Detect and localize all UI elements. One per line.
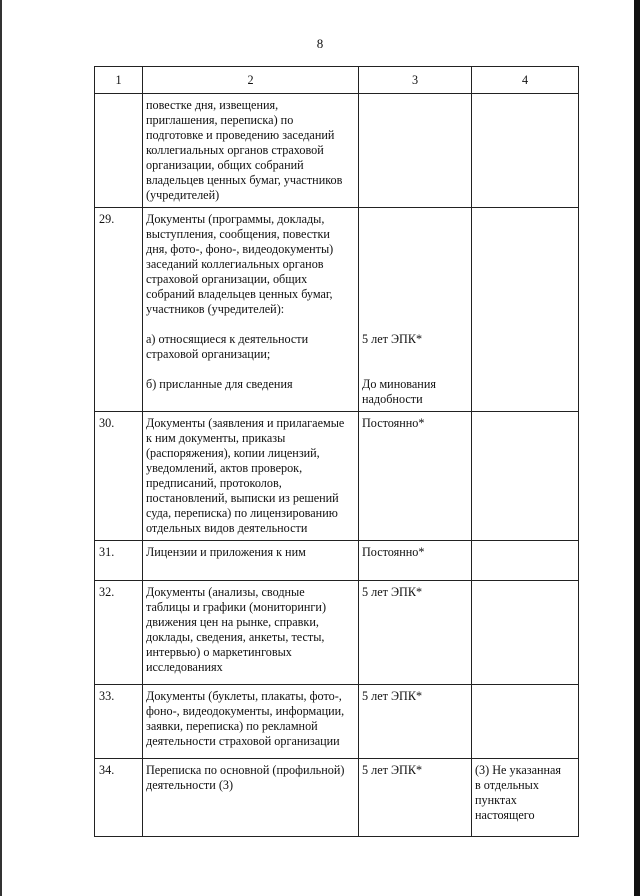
row-description: Документы (буклеты, плакаты, фото-, фоно-, видеодокументы, информации, заявки, переписка) по рекламной деятельности страховой организации bbox=[143, 685, 359, 759]
page-number: 8 bbox=[316, 36, 324, 51]
row-term: 5 лет ЭПК* bbox=[359, 685, 472, 759]
row-note bbox=[472, 94, 579, 208]
row-number: 32. bbox=[95, 581, 143, 685]
row-number: 30. bbox=[95, 412, 143, 541]
header-col-3: 3 bbox=[359, 67, 472, 94]
row-description: Документы (анализы, сводные таблицы и графики (мониторинги) движения цен на рынке, справки, доклады, сведения, анкеты, тесты, интервью) о маркетинговых исследованиях bbox=[143, 581, 359, 685]
row-term-a: 5 лет ЭПК* bbox=[362, 332, 423, 346]
retention-table bbox=[94, 66, 579, 837]
row-term bbox=[359, 208, 472, 412]
row-description: Документы (программы, доклады, выступления, сообщения, повестки дня, фото-, фоно-, видеодокументы) заседаний коллегиальных органов страховой организации, общих собраний владельцев ценных бумаг, участников (учредителей): а) относящиеся к деятельности страховой организации; б) присланные для сведения bbox=[143, 208, 359, 412]
scan-left-edge bbox=[0, 0, 2, 896]
row-note bbox=[472, 541, 579, 581]
row-note bbox=[472, 208, 579, 412]
row-term: Постоянно* bbox=[359, 541, 472, 581]
table-row bbox=[95, 759, 579, 837]
row-number: 29. bbox=[95, 208, 143, 412]
row-number: 34. bbox=[95, 759, 143, 837]
row-note bbox=[472, 412, 579, 541]
row-description: Документы (заявления и прилагаемые к ним документы, приказы (распоряжения), копии лицензий, уведомлений, актов проверок, предписаний, протоколов, постановлений, выписки из решений суда, переписка) по лицензированию отдельных видов деятельности bbox=[143, 412, 359, 541]
scan-right-edge bbox=[634, 0, 640, 896]
row-description: Переписка по основной (профильной) деятельности (3) bbox=[143, 759, 359, 837]
table-header-row bbox=[95, 67, 579, 94]
row-sub-item-b: б) присланные для сведения bbox=[146, 377, 293, 391]
table-row bbox=[95, 541, 579, 581]
table-row bbox=[95, 581, 579, 685]
row-term: 5 лет ЭПК* bbox=[359, 581, 472, 685]
table-row bbox=[95, 94, 579, 208]
header-col-1: 1 bbox=[95, 67, 143, 94]
row-description: Лицензии и приложения к ним bbox=[143, 541, 359, 581]
row-number: 33. bbox=[95, 685, 143, 759]
row-note bbox=[472, 581, 579, 685]
row-note: (3) Не указанная в отдельных пунктах настоящего bbox=[472, 759, 579, 837]
table-row bbox=[95, 208, 579, 412]
row-term: 5 лет ЭПК* bbox=[359, 759, 472, 837]
row-term-b: До минования надобности bbox=[362, 377, 436, 406]
row-sub-item-a: а) относящиеся к деятельности страховой организации; bbox=[146, 332, 309, 361]
row-number bbox=[95, 94, 143, 208]
header-col-4: 4 bbox=[472, 67, 579, 94]
table-row bbox=[95, 412, 579, 541]
row-description: повестке дня, извещения, приглашения, переписка) по подготовке и проведению заседаний коллегиальных органов страховой организации, общих собраний владельцев ценных бумаг, участников (учредителей) bbox=[143, 94, 359, 208]
row-term bbox=[359, 94, 472, 208]
row-term: Постоянно* bbox=[359, 412, 472, 541]
table-row bbox=[95, 685, 579, 759]
header-col-2: 2 bbox=[143, 67, 359, 94]
row-note bbox=[472, 685, 579, 759]
row-number: 31. bbox=[95, 541, 143, 581]
